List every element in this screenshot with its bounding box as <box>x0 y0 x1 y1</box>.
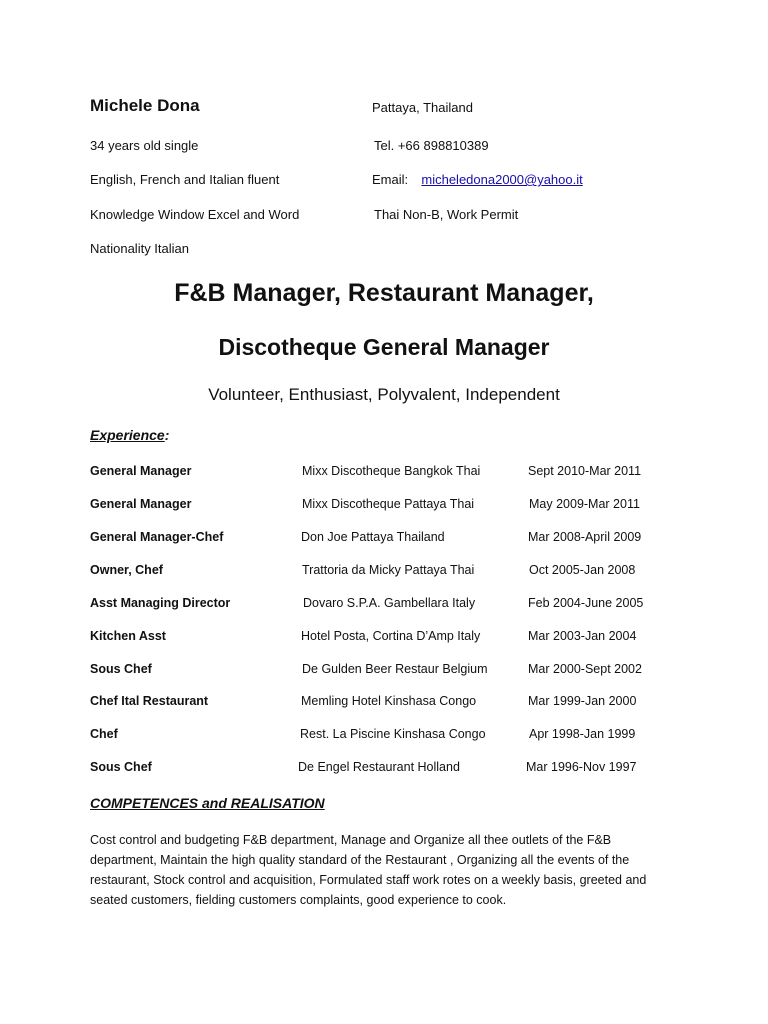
row-period: Apr 1998-Jan 1999 <box>529 727 636 741</box>
languages: English, French and Italian fluent <box>90 172 280 187</box>
experience-heading-colon: : <box>164 427 170 443</box>
telephone: Tel. +66 898810389 <box>374 138 489 153</box>
tagline: Volunteer, Enthusiast, Polyvalent, Independent <box>208 385 560 404</box>
title-line-1: F&B Manager, Restaurant Manager, <box>174 279 594 307</box>
table-row <box>0 662 768 680</box>
row-role: Sous Chef <box>90 662 152 676</box>
title-line-2: Discotheque General Manager <box>218 334 550 360</box>
location: Pattaya, Thailand <box>372 100 473 115</box>
email-label: Email: <box>372 172 409 187</box>
table-row <box>0 760 768 778</box>
table-row <box>0 596 768 614</box>
experience-heading-text: Experience <box>90 427 165 443</box>
row-company: Rest. La Piscine Kinshasa Congo <box>300 727 486 741</box>
competences-text: Cost control and budgeting F&B department, Manage and Organize all thee outlets of the F&B department, Maintain the high quality standard of the Restaurant , Organizing all the events of the restaurant, Stock control and acquisition, Formulated staff work rotes on a weekly basis, greeted and seated customers, fielding customers complaints, good experience to cook. <box>90 833 647 907</box>
row-company: Don Joe Pattaya Thailand <box>301 530 445 544</box>
row-period: Sept 2010-Mar 2011 <box>528 464 642 478</box>
row-period: Mar 2008-April 2009 <box>528 530 642 544</box>
row-role: Asst Managing Director <box>90 596 231 610</box>
row-company: Trattoria da Micky Pattaya Thai <box>302 563 475 577</box>
row-company: Mixx Discotheque Pattaya Thai <box>302 497 475 511</box>
row-period: May 2009-Mar 2011 <box>529 497 640 511</box>
row-role: Kitchen Asst <box>90 629 166 643</box>
row-role: Sous Chef <box>90 760 152 774</box>
software-knowledge: Knowledge Window Excel and Word <box>90 207 300 222</box>
row-company: Memling Hotel Kinshasa Congo <box>301 694 477 708</box>
row-role: Chef Ital Restaurant <box>90 694 209 708</box>
experience-heading <box>90 427 169 443</box>
table-row <box>0 497 768 515</box>
candidate-name: Michele Dona <box>90 96 200 115</box>
row-period: Mar 1996-Nov 1997 <box>526 760 637 774</box>
row-period: Oct 2005-Jan 2008 <box>529 563 636 577</box>
row-period: Mar 1999-Jan 2000 <box>528 694 637 708</box>
row-company: Mixx Discotheque Bangkok Thai <box>302 464 481 478</box>
row-role: Owner, Chef <box>90 563 163 577</box>
age-status: 34 years old single <box>90 138 199 153</box>
table-row <box>0 727 768 745</box>
row-company: De Engel Restaurant Holland <box>298 760 460 774</box>
visa-status: Thai Non-B, Work Permit <box>374 207 519 222</box>
row-period: Mar 2003-Jan 2004 <box>528 629 637 643</box>
table-row <box>0 694 768 712</box>
email-link[interactable]: micheledona2000@yahoo.it <box>421 172 583 187</box>
row-role: General Manager-Chef <box>90 530 224 544</box>
table-row <box>0 530 768 548</box>
row-period: Feb 2004-June 2005 <box>528 596 644 610</box>
nationality: Nationality Italian <box>90 241 189 256</box>
row-company: Dovaro S.P.A. Gambellara Italy <box>303 596 476 610</box>
row-company: De Gulden Beer Restaur Belgium <box>302 662 488 676</box>
table-row <box>0 563 768 581</box>
email-line <box>372 172 583 187</box>
competences-heading: COMPETENCES and REALISATION <box>90 795 325 811</box>
row-company: Hotel Posta, Cortina D’Amp Italy <box>301 629 481 643</box>
row-role: Chef <box>90 727 118 741</box>
row-role: General Manager <box>90 464 192 478</box>
row-period: Mar 2000-Sept 2002 <box>528 662 642 676</box>
table-row <box>0 464 768 482</box>
row-role: General Manager <box>90 497 192 511</box>
table-row <box>0 629 768 647</box>
